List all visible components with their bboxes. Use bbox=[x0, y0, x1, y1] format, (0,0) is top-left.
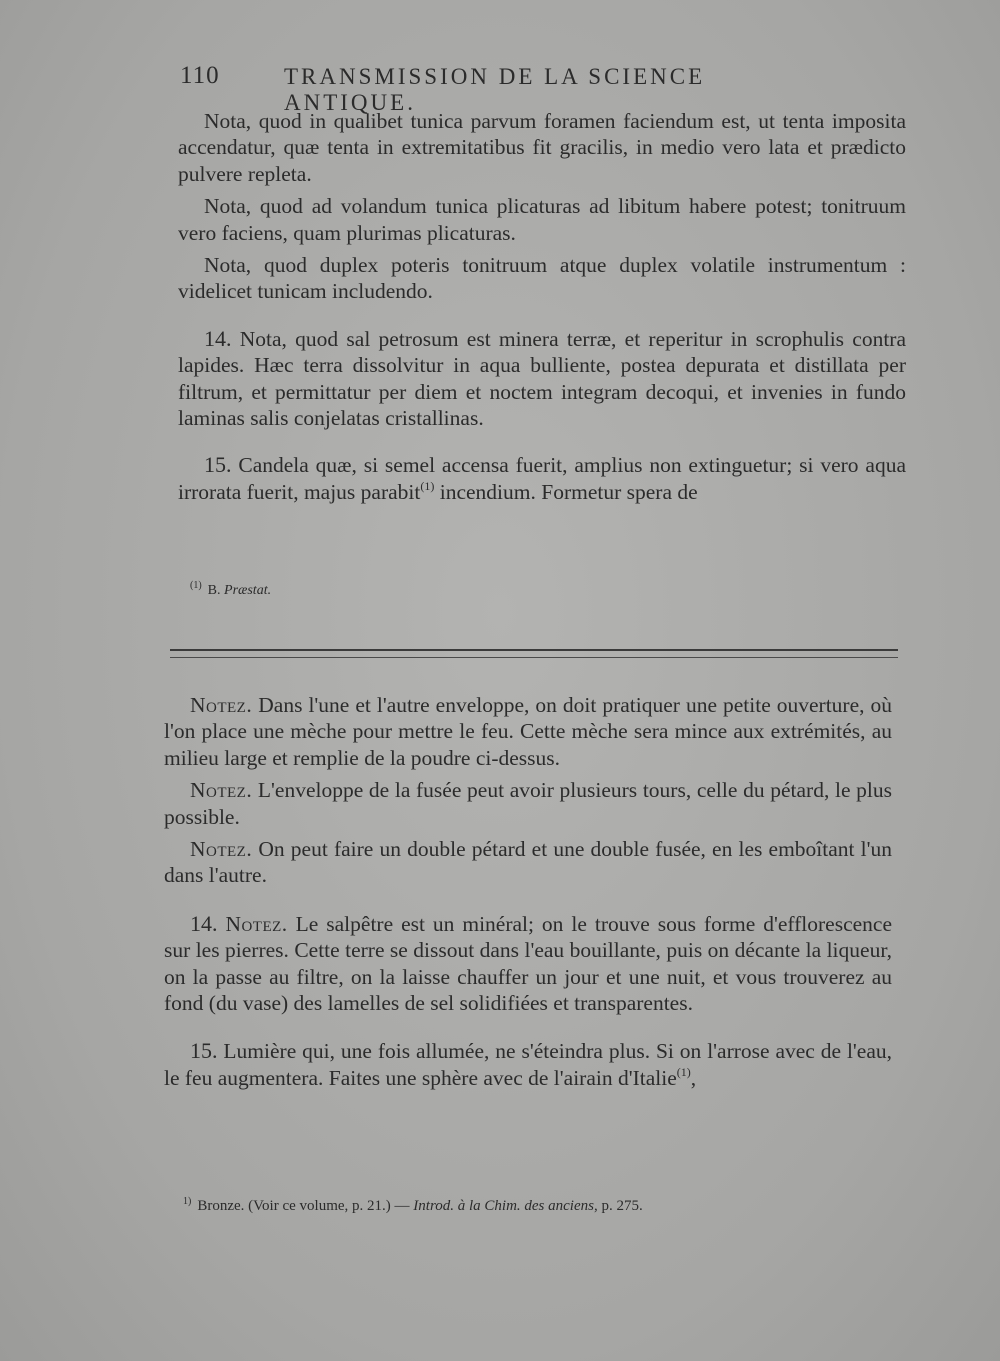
latin-paragraph-14 bbox=[178, 326, 906, 432]
footnote-reference: (1) bbox=[676, 1064, 691, 1079]
footnote-reference: (1) bbox=[420, 478, 435, 493]
french-paragraph bbox=[164, 836, 892, 889]
footnote-text: B. bbox=[207, 583, 221, 598]
latin-text-block bbox=[178, 108, 906, 505]
latin-paragraph: Nota, quod in qualibet tunica parvum foramen faciendum est, ut tenta imposita accendatur, quæ tenta in extremitatibus fit gracilis, in medio vero lata et prædicto pulvere repleta. bbox=[178, 109, 906, 186]
latin-footnote bbox=[190, 580, 271, 599]
latin-paragraph-15 bbox=[178, 452, 906, 505]
note-label: Notez. bbox=[190, 837, 253, 862]
french-paragraph bbox=[164, 777, 892, 830]
french-paragraph-text: On peut faire un double pétard et une double fusée, en les emboîtant l'un dans l'autre. bbox=[164, 837, 892, 888]
footnote-text: Bronze. (Voir ce volume, p. 21.) — bbox=[197, 1198, 410, 1214]
running-header bbox=[180, 62, 820, 115]
note-label: Notez. bbox=[225, 911, 288, 936]
note-label: Notez. bbox=[190, 693, 253, 717]
latin-paragraph-text: Nota, quod sal petrosum est minera terræ, et reperitur in scrophulis contra lapides. Hæc terra dissolvitur in aqua bulliente, postea depurata et distillata per filtrum, et permittatur per diem et noctem integram decoqui, et invenies in fundo laminas salis conjelatas cristallinas. bbox=[178, 326, 907, 431]
running-title: TRANSMISSION DE LA SCIENCE ANTIQUE. bbox=[284, 64, 706, 115]
french-paragraph-text: Lumière qui, une fois allumée, ne s'éteindra plus. Si on l'arrose avec de l'eau, le feu augmentera. Faites une sphère avec de l'airain d'Italie bbox=[164, 1039, 893, 1090]
latin-paragraph: Nota, quod ad volandum tunica plicaturas ad libitum habere potest; tonitruum vero faciens, quam plurimas plicaturas. bbox=[178, 194, 906, 245]
french-text-block bbox=[164, 692, 892, 1091]
section-number: 15. bbox=[204, 452, 232, 478]
french-paragraph-text: Dans l'une et l'autre enveloppe, on doit pratiquer une petite ouverture, où l'on place une mèche pour mettre le feu. Cette mèche sera mince aux extrémités, au milieu large et remplie de la poudre ci-dessus. bbox=[164, 693, 893, 770]
latin-paragraph-text: Candela quæ, si semel accensa fuerit, amplius non extinguetur; si vero aqua irrorata fuerit, majus parabit bbox=[178, 453, 906, 504]
section-number: 15. bbox=[190, 1038, 218, 1064]
latin-paragraph: Nota, quod duplex poteris tonitruum atque duplex volatile instrumentum : videlicet tunicam includendo. bbox=[178, 253, 906, 304]
french-paragraph-15 bbox=[164, 1038, 892, 1091]
footnote-mark: 1) bbox=[183, 1196, 192, 1207]
section-number: 14. bbox=[190, 910, 218, 936]
footnote-text: , p. 275. bbox=[593, 1198, 643, 1214]
section-number: 14. bbox=[204, 325, 232, 351]
note-label: Notez. bbox=[190, 778, 253, 803]
latin-paragraph-text: incendium. Formetur spera de bbox=[439, 479, 698, 504]
footnote-citation: Introd. à la Chim. des anciens bbox=[413, 1198, 594, 1214]
french-paragraph-text: L'enveloppe de la fusée peut avoir plusieurs tours, celle du pétard, le plus possible. bbox=[164, 778, 892, 829]
page-number: 110 bbox=[180, 62, 220, 89]
french-footnote bbox=[183, 1196, 883, 1215]
french-paragraph bbox=[164, 692, 892, 771]
french-paragraph-14 bbox=[164, 911, 892, 1017]
french-paragraph-text: Le salpêtre est un minéral; on le trouve sous forme d'efflorescence sur les pierres. Cette terre se dissout dans l'eau bouillante, puis on décante la liqueur, on la passe au filtre, on la laisse chauffer un jour et une nuit, et vous trouverez au fond (du vase) des lamelles de sel solidifiées et transparentes. bbox=[164, 911, 893, 1016]
section-divider bbox=[170, 649, 898, 658]
footnote-mark: (1) bbox=[190, 580, 202, 591]
french-paragraph-text: , bbox=[690, 1065, 697, 1090]
footnote-variant: Præstat. bbox=[224, 583, 272, 598]
